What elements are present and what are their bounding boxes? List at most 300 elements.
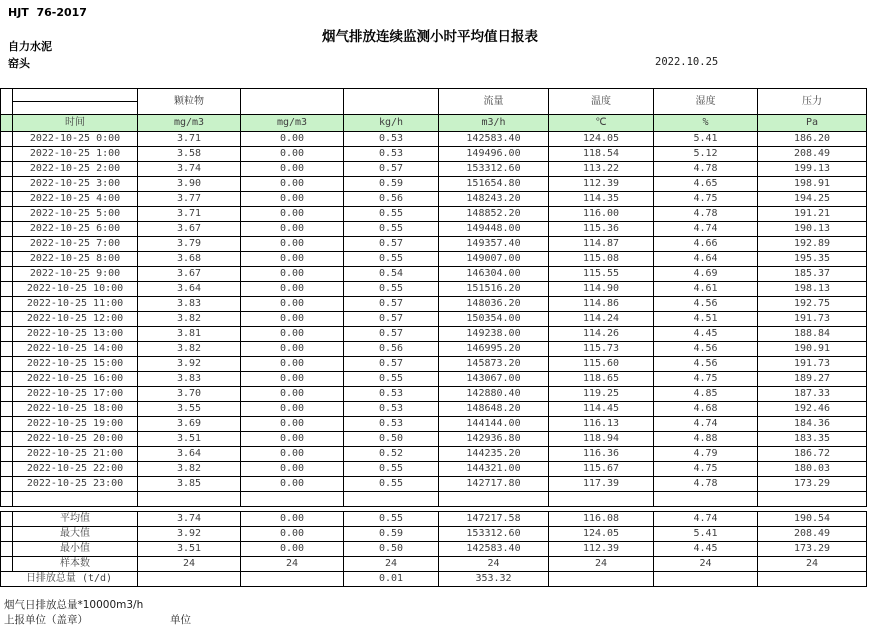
value-cell: 0.56 — [344, 342, 439, 357]
value-cell: 3.82 — [138, 462, 241, 477]
value-cell: 190.13 — [758, 222, 867, 237]
value-cell: 3.51 — [138, 432, 241, 447]
summary-label: 最小值 — [13, 542, 138, 557]
value-cell: 0.57 — [344, 312, 439, 327]
value-cell: 114.87 — [549, 237, 654, 252]
value-cell: 192.89 — [758, 237, 867, 252]
value-cell: 4.74 — [654, 417, 758, 432]
value-cell: 151516.20 — [439, 282, 549, 297]
row-gutter — [1, 462, 13, 477]
value-cell: 0.55 — [344, 282, 439, 297]
value-cell: 189.27 — [758, 372, 867, 387]
unit-particulate-conc: mg/m3 — [138, 115, 241, 132]
value-cell: 0.00 — [241, 372, 344, 387]
value-cell: 4.51 — [654, 312, 758, 327]
col-header-pressure: 压力 — [758, 89, 867, 115]
value-cell: 195.35 — [758, 252, 867, 267]
time-cell: 2022-10-25 23:00 — [13, 477, 138, 492]
value-cell: 192.46 — [758, 402, 867, 417]
value-cell: 0.00 — [241, 402, 344, 417]
value-cell: 192.75 — [758, 297, 867, 312]
value-cell: 191.21 — [758, 207, 867, 222]
row-gutter — [1, 542, 13, 557]
value-cell: 0.57 — [344, 327, 439, 342]
summary-value-cell: 190.54 — [758, 512, 867, 527]
blank-row — [1, 492, 867, 507]
value-cell: 0.00 — [241, 267, 344, 282]
empty-cell — [138, 492, 241, 507]
row-gutter — [1, 162, 13, 177]
row-gutter — [1, 177, 13, 192]
value-cell: 142583.40 — [439, 132, 549, 147]
summary-value-cell: 142583.40 — [439, 542, 549, 557]
value-cell: 0.00 — [241, 477, 344, 492]
value-cell: 3.68 — [138, 252, 241, 267]
report-date: 2022.10.25 — [655, 56, 719, 68]
value-cell: 0.00 — [241, 432, 344, 447]
value-cell: 4.78 — [654, 207, 758, 222]
summary-value-cell: 0.00 — [241, 512, 344, 527]
value-cell: 0.00 — [241, 222, 344, 237]
value-cell: 149357.40 — [439, 237, 549, 252]
time-cell: 2022-10-25 9:00 — [13, 267, 138, 282]
value-cell: 112.39 — [549, 177, 654, 192]
value-cell: 149007.00 — [439, 252, 549, 267]
value-cell: 3.67 — [138, 267, 241, 282]
summary-value-cell: 5.41 — [654, 527, 758, 542]
value-cell: 3.64 — [138, 447, 241, 462]
value-cell: 116.00 — [549, 207, 654, 222]
value-cell: 4.68 — [654, 402, 758, 417]
value-cell: 0.59 — [344, 177, 439, 192]
value-cell: 5.12 — [654, 147, 758, 162]
summary-value-cell: 112.39 — [549, 542, 654, 557]
time-cell: 2022-10-25 8:00 — [13, 252, 138, 267]
value-cell: 0.00 — [241, 162, 344, 177]
time-cell: 2022-10-25 14:00 — [13, 342, 138, 357]
data-row — [1, 432, 867, 447]
value-cell: 0.53 — [344, 402, 439, 417]
value-cell: 116.13 — [549, 417, 654, 432]
data-row — [1, 402, 867, 417]
time-cell: 2022-10-25 4:00 — [13, 192, 138, 207]
value-cell: 0.55 — [344, 372, 439, 387]
col-header-blank-1 — [241, 89, 344, 115]
value-cell: 114.26 — [549, 327, 654, 342]
value-cell: 146304.00 — [439, 267, 549, 282]
time-cell: 2022-10-25 7:00 — [13, 237, 138, 252]
summary-row — [1, 542, 867, 557]
summary-value-cell: 24 — [549, 557, 654, 572]
data-row — [1, 312, 867, 327]
row-gutter — [1, 477, 13, 492]
value-cell: 0.00 — [241, 297, 344, 312]
units-row-gutter — [1, 115, 13, 132]
summary-value-cell: 0.00 — [241, 542, 344, 557]
value-cell: 4.85 — [654, 387, 758, 402]
row-gutter — [1, 267, 13, 282]
value-cell: 4.56 — [654, 342, 758, 357]
row-gutter — [1, 342, 13, 357]
summary-label: 样本数 — [13, 557, 138, 572]
data-row — [1, 372, 867, 387]
value-cell: 0.50 — [344, 432, 439, 447]
value-cell: 0.00 — [241, 192, 344, 207]
data-row — [1, 267, 867, 282]
value-cell: 116.36 — [549, 447, 654, 462]
value-cell: 151654.80 — [439, 177, 549, 192]
value-cell: 3.83 — [138, 372, 241, 387]
value-cell: 142717.80 — [439, 477, 549, 492]
value-cell: 144235.20 — [439, 447, 549, 462]
value-cell: 186.72 — [758, 447, 867, 462]
col-header-particulate: 颗粒物 — [138, 89, 241, 115]
unit-humidity: % — [654, 115, 758, 132]
summary-value-cell: 24 — [654, 557, 758, 572]
value-cell: 3.90 — [138, 177, 241, 192]
summary-label: 最大值 — [13, 527, 138, 542]
summary-row — [1, 572, 867, 587]
value-cell: 0.55 — [344, 207, 439, 222]
summary-label: 日排放总量 (t/d) — [1, 572, 138, 587]
value-cell: 0.53 — [344, 387, 439, 402]
summary-value-cell: 24 — [138, 557, 241, 572]
unit-temperature: ℃ — [549, 115, 654, 132]
value-cell: 191.73 — [758, 312, 867, 327]
data-row — [1, 192, 867, 207]
row-gutter — [1, 192, 13, 207]
value-cell: 4.45 — [654, 327, 758, 342]
value-cell: 3.85 — [138, 477, 241, 492]
row-gutter — [1, 297, 13, 312]
row-gutter — [1, 357, 13, 372]
row-gutter — [1, 527, 13, 542]
data-row — [1, 327, 867, 342]
summary-value-cell: 353.32 — [439, 572, 549, 587]
value-cell: 187.33 — [758, 387, 867, 402]
data-row — [1, 447, 867, 462]
value-cell: 113.22 — [549, 162, 654, 177]
time-cell: 2022-10-25 1:00 — [13, 147, 138, 162]
data-row — [1, 132, 867, 147]
summary-value-cell: 0.55 — [344, 512, 439, 527]
data-row — [1, 297, 867, 312]
time-cell: 2022-10-25 6:00 — [13, 222, 138, 237]
value-cell: 149448.00 — [439, 222, 549, 237]
value-cell: 148036.20 — [439, 297, 549, 312]
time-cell: 2022-10-25 16:00 — [13, 372, 138, 387]
value-cell: 4.88 — [654, 432, 758, 447]
data-row — [1, 147, 867, 162]
value-cell: 5.41 — [654, 132, 758, 147]
value-cell: 142936.80 — [439, 432, 549, 447]
value-cell: 0.00 — [241, 177, 344, 192]
summary-value-cell: 153312.60 — [439, 527, 549, 542]
value-cell: 3.82 — [138, 312, 241, 327]
value-cell: 117.39 — [549, 477, 654, 492]
value-cell: 148243.20 — [439, 192, 549, 207]
time-cell: 2022-10-25 17:00 — [13, 387, 138, 402]
value-cell: 4.79 — [654, 447, 758, 462]
value-cell: 3.83 — [138, 297, 241, 312]
col-header-flow: 流量 — [439, 89, 549, 115]
row-gutter — [1, 237, 13, 252]
row-gutter — [1, 222, 13, 237]
data-row — [1, 477, 867, 492]
value-cell: 146995.20 — [439, 342, 549, 357]
time-cell: 2022-10-25 18:00 — [13, 402, 138, 417]
row-gutter — [1, 492, 13, 507]
summary-value-cell: 0.50 — [344, 542, 439, 557]
value-cell: 115.36 — [549, 222, 654, 237]
summary-value-cell — [549, 572, 654, 587]
value-cell: 3.82 — [138, 342, 241, 357]
value-cell: 0.54 — [344, 267, 439, 282]
header-gutter — [1, 89, 13, 115]
summary-value-cell: 24 — [241, 557, 344, 572]
data-row — [1, 222, 867, 237]
value-cell: 0.00 — [241, 417, 344, 432]
value-cell: 183.35 — [758, 432, 867, 447]
value-cell: 4.56 — [654, 357, 758, 372]
standard-code: HJT 76-2017 — [8, 6, 87, 19]
empty-cell — [13, 492, 138, 507]
row-gutter — [1, 312, 13, 327]
value-cell: 118.54 — [549, 147, 654, 162]
value-cell: 3.92 — [138, 357, 241, 372]
report-title: 烟气排放连续监测小时平均值日报表 — [322, 29, 538, 45]
value-cell: 0.00 — [241, 207, 344, 222]
value-cell: 173.29 — [758, 477, 867, 492]
value-cell: 0.00 — [241, 447, 344, 462]
time-cell: 2022-10-25 3:00 — [13, 177, 138, 192]
value-cell: 184.36 — [758, 417, 867, 432]
value-cell: 3.67 — [138, 222, 241, 237]
value-cell: 0.55 — [344, 477, 439, 492]
value-cell: 0.55 — [344, 252, 439, 267]
value-cell: 0.53 — [344, 417, 439, 432]
value-cell: 188.84 — [758, 327, 867, 342]
summary-value-cell: 3.51 — [138, 542, 241, 557]
summary-value-cell: 208.49 — [758, 527, 867, 542]
unit-pressure: Pa — [758, 115, 867, 132]
value-cell: 3.71 — [138, 207, 241, 222]
monitoring-point: 窑头 — [8, 57, 30, 70]
unit-rate: kg/h — [344, 115, 439, 132]
value-cell: 149238.00 — [439, 327, 549, 342]
summary-value-cell: 24 — [758, 557, 867, 572]
value-cell: 180.03 — [758, 462, 867, 477]
value-cell: 0.57 — [344, 162, 439, 177]
value-cell: 0.00 — [241, 357, 344, 372]
time-cell: 2022-10-25 20:00 — [13, 432, 138, 447]
reporting-unit-label: 上报单位（盖章） — [4, 614, 88, 626]
value-cell: 3.71 — [138, 132, 241, 147]
value-cell: 3.69 — [138, 417, 241, 432]
row-gutter — [1, 432, 13, 447]
summary-value-cell: 4.45 — [654, 542, 758, 557]
summary-value-cell: 0.59 — [344, 527, 439, 542]
value-cell: 0.00 — [241, 132, 344, 147]
empty-cell — [758, 492, 867, 507]
summary-value-cell: 147217.58 — [439, 512, 549, 527]
value-cell: 115.73 — [549, 342, 654, 357]
value-cell: 199.13 — [758, 162, 867, 177]
summary-value-cell: 24 — [439, 557, 549, 572]
value-cell: 186.20 — [758, 132, 867, 147]
data-row — [1, 357, 867, 372]
value-cell: 198.91 — [758, 177, 867, 192]
data-row — [1, 162, 867, 177]
time-cell: 2022-10-25 19:00 — [13, 417, 138, 432]
unit-flow: m3/h — [439, 115, 549, 132]
value-cell: 0.00 — [241, 312, 344, 327]
value-cell: 0.00 — [241, 282, 344, 297]
data-row — [1, 282, 867, 297]
summary-value-cell — [758, 572, 867, 587]
value-cell: 4.61 — [654, 282, 758, 297]
value-cell: 118.94 — [549, 432, 654, 447]
summary-value-cell: 3.92 — [138, 527, 241, 542]
summary-value-cell: 3.74 — [138, 512, 241, 527]
col-header-time: 时间 — [13, 115, 138, 132]
value-cell: 185.37 — [758, 267, 867, 282]
value-cell: 3.79 — [138, 237, 241, 252]
value-cell: 0.57 — [344, 237, 439, 252]
units-row — [1, 115, 867, 132]
time-cell: 2022-10-25 12:00 — [13, 312, 138, 327]
value-cell: 0.00 — [241, 327, 344, 342]
value-cell: 0.57 — [344, 357, 439, 372]
value-cell: 115.08 — [549, 252, 654, 267]
summary-value-cell: 24 — [344, 557, 439, 572]
value-cell: 118.65 — [549, 372, 654, 387]
value-cell: 4.64 — [654, 252, 758, 267]
value-cell: 114.86 — [549, 297, 654, 312]
row-gutter — [1, 132, 13, 147]
value-cell: 3.77 — [138, 192, 241, 207]
company-name: 自力水泥 — [8, 40, 52, 53]
data-row — [1, 237, 867, 252]
empty-cell — [439, 492, 549, 507]
data-row — [1, 177, 867, 192]
value-cell: 144144.00 — [439, 417, 549, 432]
value-cell: 4.66 — [654, 237, 758, 252]
value-cell: 143067.00 — [439, 372, 549, 387]
row-gutter — [1, 282, 13, 297]
row-gutter — [1, 387, 13, 402]
empty-cell — [549, 492, 654, 507]
time-header-upper-cell — [13, 89, 138, 102]
summary-row — [1, 557, 867, 572]
time-cell: 2022-10-25 22:00 — [13, 462, 138, 477]
value-cell: 4.75 — [654, 192, 758, 207]
row-gutter — [1, 147, 13, 162]
value-cell: 3.74 — [138, 162, 241, 177]
value-cell: 115.55 — [549, 267, 654, 282]
monitoring-table — [0, 88, 867, 587]
value-cell: 114.45 — [549, 402, 654, 417]
value-cell: 150354.00 — [439, 312, 549, 327]
value-cell: 3.55 — [138, 402, 241, 417]
value-cell: 3.58 — [138, 147, 241, 162]
data-row — [1, 342, 867, 357]
row-gutter — [1, 327, 13, 342]
time-cell: 2022-10-25 13:00 — [13, 327, 138, 342]
row-gutter — [1, 447, 13, 462]
value-cell: 0.55 — [344, 462, 439, 477]
col-header-blank-2 — [344, 89, 439, 115]
value-cell: 4.74 — [654, 222, 758, 237]
time-cell: 2022-10-25 5:00 — [13, 207, 138, 222]
value-cell: 0.52 — [344, 447, 439, 462]
value-cell: 198.13 — [758, 282, 867, 297]
unit-conc-2: mg/m3 — [241, 115, 344, 132]
summary-value-cell: 173.29 — [758, 542, 867, 557]
value-cell: 4.75 — [654, 462, 758, 477]
value-cell: 0.53 — [344, 147, 439, 162]
value-cell: 0.00 — [241, 462, 344, 477]
value-cell: 0.00 — [241, 342, 344, 357]
time-cell: 2022-10-25 2:00 — [13, 162, 138, 177]
row-gutter — [1, 402, 13, 417]
time-cell: 2022-10-25 15:00 — [13, 357, 138, 372]
col-header-temperature: 温度 — [549, 89, 654, 115]
header-row-upper — [1, 89, 867, 102]
summary-value-cell: 116.08 — [549, 512, 654, 527]
summary-value-cell: 4.74 — [654, 512, 758, 527]
time-cell: 2022-10-25 0:00 — [13, 132, 138, 147]
time-cell: 2022-10-25 11:00 — [13, 297, 138, 312]
value-cell: 0.00 — [241, 252, 344, 267]
summary-value-cell: 0.00 — [241, 527, 344, 542]
value-cell: 114.24 — [549, 312, 654, 327]
row-gutter — [1, 207, 13, 222]
value-cell: 149496.00 — [439, 147, 549, 162]
time-cell: 2022-10-25 21:00 — [13, 447, 138, 462]
data-row — [1, 417, 867, 432]
value-cell: 148852.20 — [439, 207, 549, 222]
value-cell: 145873.20 — [439, 357, 549, 372]
value-cell: 119.25 — [549, 387, 654, 402]
empty-cell — [344, 492, 439, 507]
value-cell: 4.78 — [654, 477, 758, 492]
summary-label: 平均值 — [13, 512, 138, 527]
value-cell: 194.25 — [758, 192, 867, 207]
unit-label: 单位 — [170, 614, 191, 626]
summary-value-cell — [241, 572, 344, 587]
value-cell: 208.49 — [758, 147, 867, 162]
summary-value-cell: 0.01 — [344, 572, 439, 587]
summary-value-cell — [138, 572, 241, 587]
value-cell: 153312.60 — [439, 162, 549, 177]
summary-row — [1, 512, 867, 527]
value-cell: 114.35 — [549, 192, 654, 207]
summary-row — [1, 527, 867, 542]
data-row — [1, 252, 867, 267]
row-gutter — [1, 417, 13, 432]
value-cell: 0.53 — [344, 132, 439, 147]
value-cell: 0.57 — [344, 297, 439, 312]
row-gutter — [1, 252, 13, 267]
value-cell: 190.91 — [758, 342, 867, 357]
data-row — [1, 387, 867, 402]
data-row — [1, 207, 867, 222]
row-gutter — [1, 372, 13, 387]
value-cell: 114.90 — [549, 282, 654, 297]
value-cell: 3.64 — [138, 282, 241, 297]
summary-value-cell: 124.05 — [549, 527, 654, 542]
